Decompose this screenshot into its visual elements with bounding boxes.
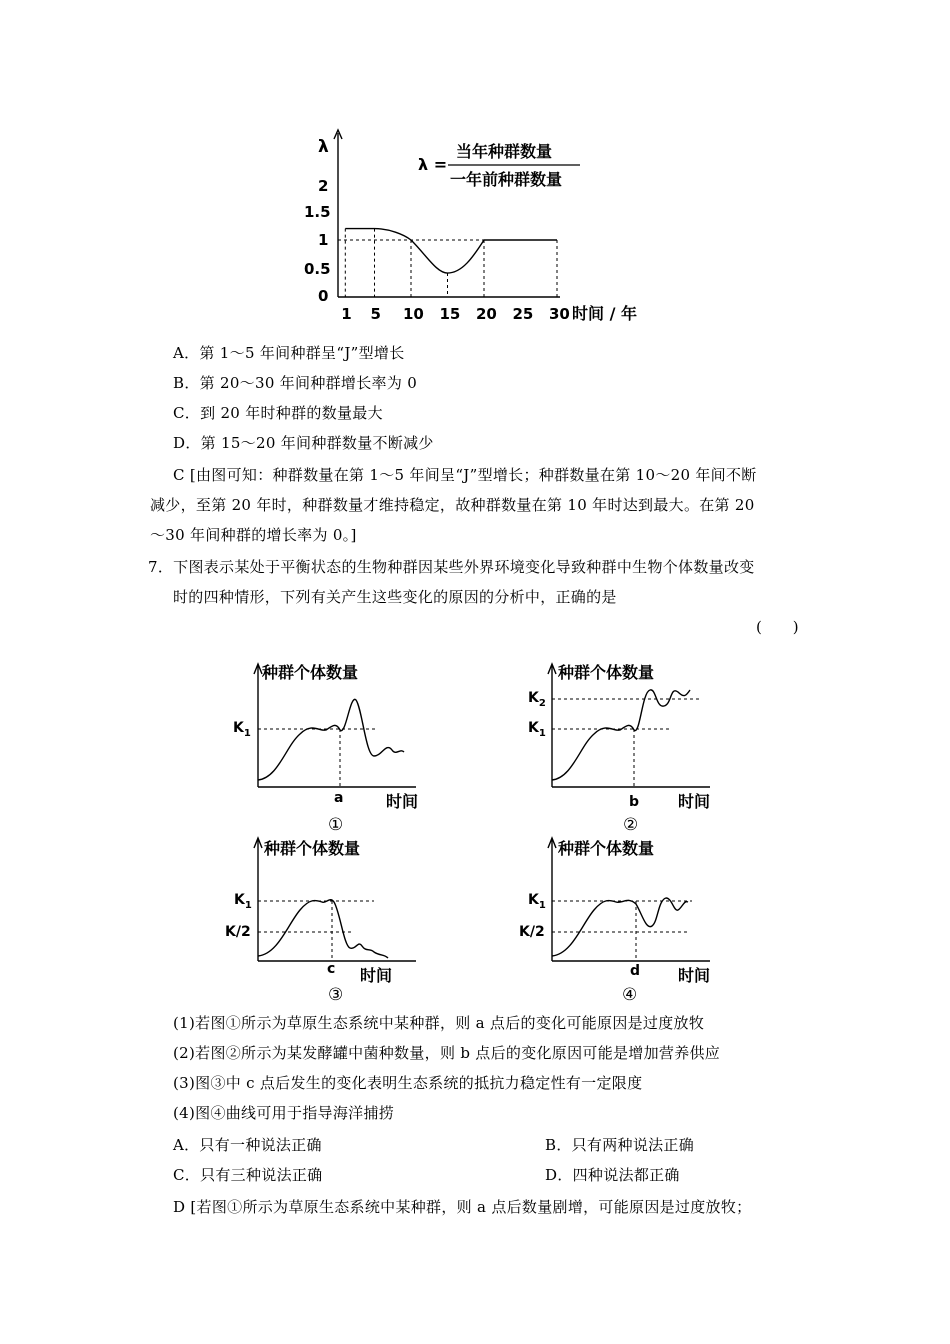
q7-statement: (4)图④曲线可用于指导海洋捕捞 — [173, 1104, 395, 1122]
panel-4-xlabel: 时间 — [678, 966, 711, 985]
panel-2-xlabel: 时间 — [678, 792, 711, 811]
panel-2-number: ② — [623, 815, 639, 835]
q6-option-c: C．到 20 年时种群的数量最大 — [173, 404, 383, 422]
lambda-ytick: 1 — [318, 231, 329, 249]
q7-statement: (1)若图①所示为草原生态系统中某种群，则 a 点后的变化可能原因是过度放牧 — [173, 1014, 705, 1032]
panel-1 — [228, 656, 438, 834]
lambda-ytick: 0 — [318, 287, 329, 305]
panel-3-curve — [258, 900, 388, 958]
lambda-xtick: 10 — [403, 305, 424, 323]
lambda-formula-numerator: 当年种群数量 — [456, 142, 553, 161]
panel-1-curve — [258, 699, 404, 780]
q7-option-d: D．四种说法都正确 — [545, 1166, 680, 1184]
q6-option-a: A．第 1～5 年间种群呈“J”型增长 — [173, 344, 405, 362]
lambda-xtick: 20 — [476, 305, 497, 323]
panel-2 — [522, 656, 732, 834]
panel-3-xlabel: 时间 — [360, 966, 393, 985]
panel-4-point: d — [630, 963, 641, 979]
q7-statement: (3)图③中 c 点后发生的变化表明生态系统的抵抗力稳定性有一定限度 — [173, 1074, 643, 1092]
panel-1-number: ① — [328, 815, 344, 835]
lambda-chart — [290, 125, 660, 330]
q6-answer-line: C [由图可知：种群数量在第 1～5 年间呈“J”型增长；种群数量在第 10～20 年间不断 — [173, 466, 757, 484]
q6-option-d: D．第 15～20 年间种群数量不断减少 — [173, 434, 434, 452]
lambda-series-line — [345, 229, 557, 273]
q7-statement: (2)若图②所示为某发酵罐中菌种数量，则 b 点后的变化原因可能是增加营养供应 — [173, 1044, 721, 1062]
q7-option-a: A．只有一种说法正确 — [173, 1136, 322, 1154]
panel-3-ylabel: 种群个体数量 — [264, 839, 361, 858]
lambda-xtick: 25 — [512, 305, 534, 323]
lambda-formula-denominator: 一年前种群数量 — [450, 170, 563, 189]
lambda-y-label: λ — [318, 137, 329, 157]
lambda-xtick: 1 — [341, 305, 352, 323]
lambda-xtick: 5 — [370, 305, 381, 323]
lambda-ytick: 2 — [318, 177, 329, 195]
panel-3 — [225, 830, 438, 1008]
panel-4-k1: $K_1$ — [528, 892, 546, 911]
panel-3-k1: $K_1$ — [234, 892, 252, 911]
panel-1-k1: $K_1$ — [233, 720, 251, 739]
panel-4-khalf: K/2 — [519, 924, 545, 940]
q7-answer: D [若图①所示为草原生态系统中某种群，则 a 点后数量剧增，可能原因是过度放牧； — [173, 1198, 752, 1216]
q6-option-b: B．第 20～30 年间种群增长率为 0 — [173, 374, 418, 392]
panel-1-xlabel: 时间 — [386, 792, 419, 811]
panel-2-k2: $K_2$ — [528, 690, 546, 709]
panel-1-ylabel: 种群个体数量 — [262, 663, 359, 682]
lambda-xtick: 30 — [549, 305, 570, 323]
panel-2-curve — [552, 690, 690, 780]
lambda-xtick: 15 — [439, 305, 461, 323]
lambda-formula-lhs: λ = — [418, 155, 448, 174]
panel-4-ylabel: 种群个体数量 — [558, 839, 655, 858]
q7-bracket: ( ) — [756, 618, 799, 636]
lambda-x-label: 时间 / 年 — [572, 304, 637, 323]
panel-4-number: ④ — [622, 985, 638, 1005]
panel-2-k1: $K_1$ — [528, 720, 546, 739]
q7-option-b: B．只有两种说法正确 — [545, 1136, 695, 1154]
lambda-ytick: 1.5 — [304, 203, 331, 221]
q7-stem-line: 时的四种情形，下列有关产生这些变化的原因的分析中，正确的是 — [173, 588, 617, 606]
panel-2-point: b — [629, 794, 640, 810]
q6-answer-line: 减少，至第 20 年时，种群数量才维持稳定，故种群数量在第 10 年时达到最大。在第 20 — [150, 496, 755, 514]
q7-stem-line: 7．下图表示某处于平衡状态的生物种群因某些外界环境变化导致种群中生物个体数量改变 — [148, 558, 755, 576]
panel-3-khalf: K/2 — [225, 924, 251, 940]
q6-answer-line: ～30 年间种群的增长率为 0。] — [150, 526, 357, 544]
panel-2-ylabel: 种群个体数量 — [558, 663, 655, 682]
panel-4-curve — [552, 898, 688, 956]
panel-4 — [519, 830, 732, 1008]
panel-1-point: a — [334, 790, 344, 806]
lambda-ytick: 0.5 — [304, 260, 331, 278]
panel-3-number: ③ — [328, 985, 344, 1005]
panel-3-point: c — [327, 961, 336, 977]
q7-option-c: C．只有三种说法正确 — [173, 1166, 323, 1184]
